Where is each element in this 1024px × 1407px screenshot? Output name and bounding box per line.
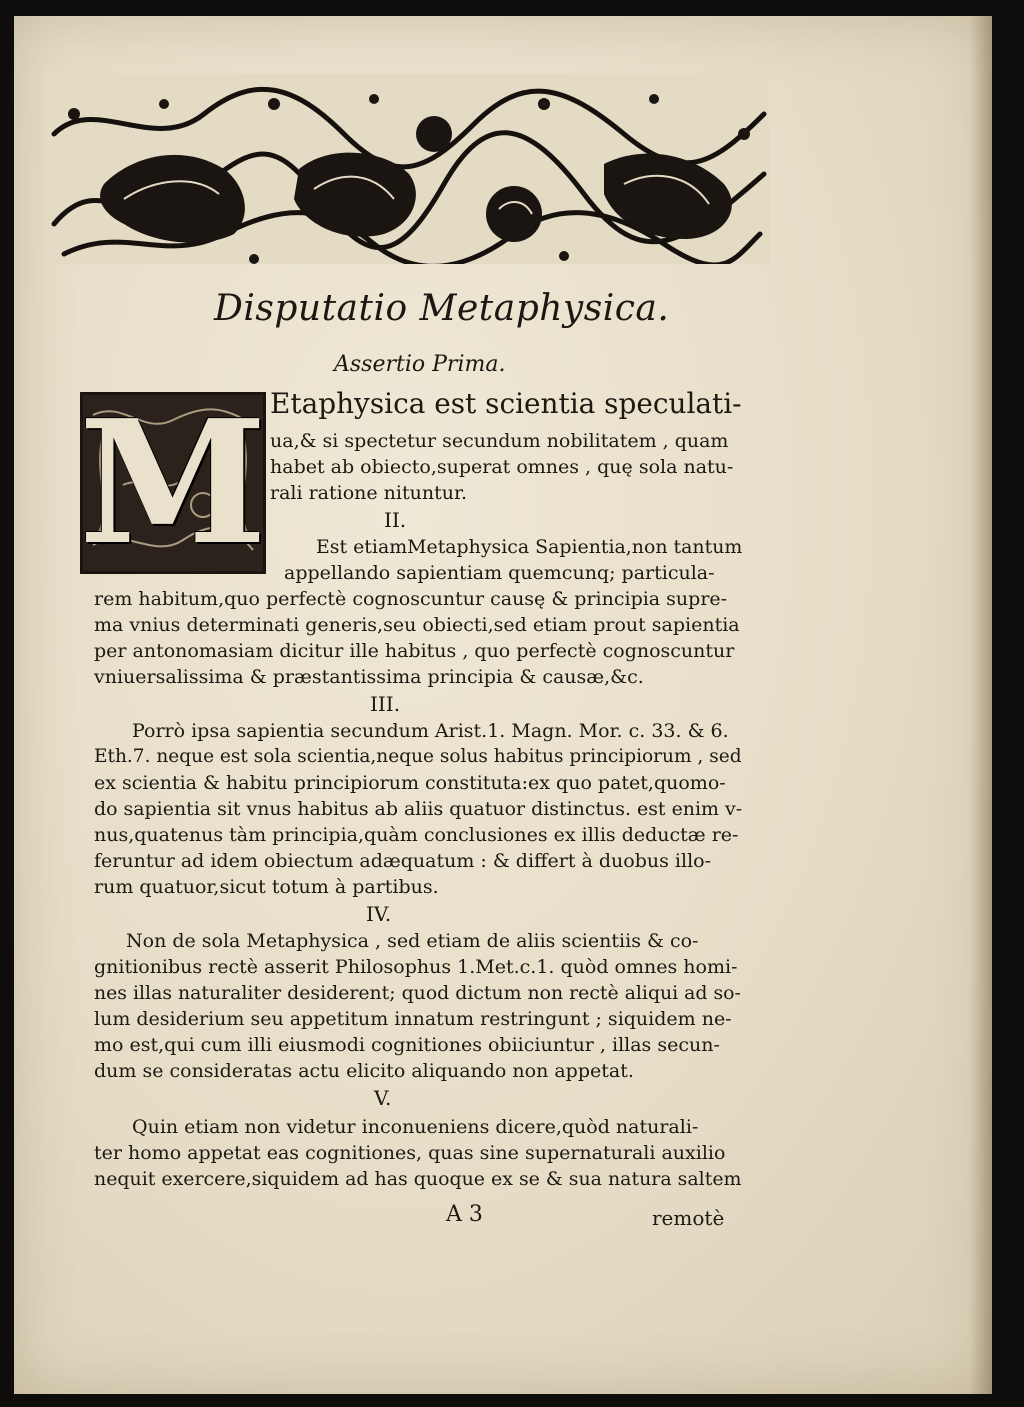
page-edge-shadow (970, 16, 992, 1394)
text-line: ex scientia & habitu principiorum constituta:ex quo patet,quomo- (94, 772, 726, 794)
text-line: nequit exercere,siquidem ad has quoque ex se & sua natura saltem (94, 1168, 742, 1190)
text-line: rem habitum,quo perfectè cognoscuntur causę & principia supre- (94, 588, 728, 610)
section-numeral: II. (384, 508, 407, 532)
text-line: Est etiamMetaphysica Sapientia,non tantum (316, 536, 743, 558)
text-line: do sapientia sit vnus habitus ab aliis quatuor distinctus. est enim v- (94, 798, 743, 820)
text-line: Non de sola Metaphysica , sed etiam de aliis scientiis & co- (126, 930, 699, 952)
text-line: mo est,qui cum illi eiusmodi cognitiones obiiciuntur , illas secun- (94, 1034, 720, 1056)
text-line: gnitionibus rectè asserit Philosophus 1.Met.c.1. quòd omnes homi- (94, 956, 738, 978)
text-line: appellando sapientiam quemcunq; particula- (284, 562, 715, 584)
page-title: Disputatio Metaphysica. (214, 288, 670, 329)
book-page (14, 16, 992, 1394)
signature-mark: A 3 (446, 1202, 483, 1227)
text-line: ma vnius determinati generis,seu obiecti,sed etiam prout sapientia (94, 614, 740, 636)
text-line: rum quatuor,sicut totum à partibus. (94, 876, 439, 898)
text-line: nus,quatenus tàm principia,quàm conclusiones ex illis deductæ re- (94, 824, 739, 846)
initial-letter: M (78, 383, 268, 583)
text-line: lum desiderium seu appetitum innatum restringunt ; siquidem ne- (94, 1008, 732, 1030)
text-line: vniuersalissima & præstantissima principia & causæ,&c. (94, 666, 644, 688)
text-line: dum se consideratas actu elicito aliquando non appetat. (94, 1060, 634, 1082)
section-numeral: III. (370, 692, 401, 716)
text-line: rali ratione nituntur. (270, 482, 468, 504)
text-line: habet ab obiecto,superat omnes , quę sola natu- (270, 456, 734, 478)
section-subtitle: Assertio Prima. (334, 352, 506, 377)
text-line: per antonomasiam dicitur ille habitus , quo perfectè cognoscuntur (94, 640, 735, 662)
text-line: Quin etiam non videtur inconueniens dicere,quòd naturali- (132, 1116, 699, 1138)
header-ornament (44, 74, 770, 264)
decorated-initial (78, 383, 268, 583)
section-numeral: V. (374, 1086, 392, 1110)
text-line: ua,& si spectetur secundum nobilitatem , quam (270, 430, 729, 452)
section-numeral: IV. (366, 902, 392, 926)
text-line: Porrò ipsa sapientia secundum Arist.1. Magn. Mor. c. 33. & 6. (132, 720, 729, 742)
woodcut-ornament-icon (44, 74, 770, 264)
text-line: feruntur ad idem obiectum adæquatum : & differt à duobus illo- (94, 850, 712, 872)
text-line: nes illas naturaliter desiderent; quod dictum non rectè aliqui ad so- (94, 982, 741, 1004)
catchword: remotè (652, 1206, 725, 1230)
text-line: Etaphysica est scientia speculati- (270, 387, 742, 420)
text-line: Eth.7. neque est sola scientia,neque solus habitus principiorum , sed (94, 746, 742, 767)
text-line: ter homo appetat eas cognitiones, quas sine supernaturali auxilio (94, 1142, 726, 1164)
